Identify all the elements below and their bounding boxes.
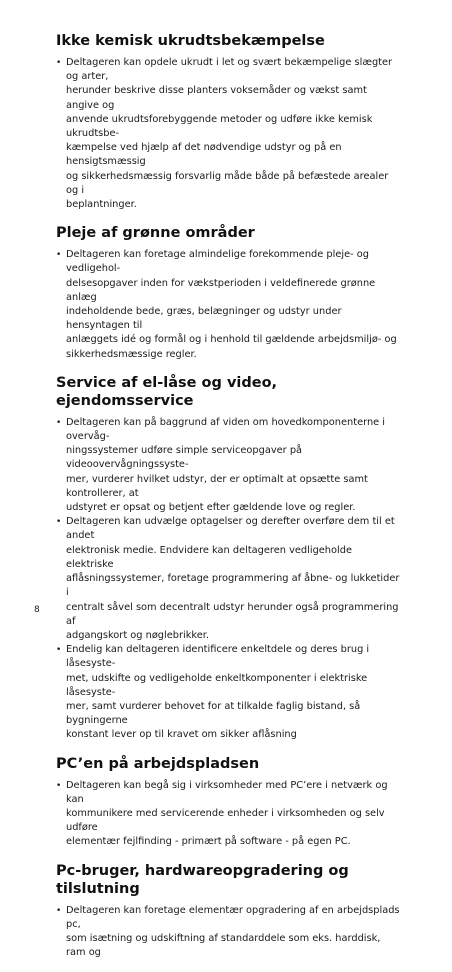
- section-pc-bruger-hardwareopgradering: [56, 862, 400, 961]
- bullet-item: • Deltageren kan foretage elementær opgradering af en arbejdsplads pc, som isætning og udskiftning af standarddele som eks. harddisk, ram og: [56, 904, 400, 961]
- bullet-list: [56, 416, 400, 743]
- section-heading: Ikke kemisk ukrudtsbekæmpelse: [56, 33, 325, 49]
- bullet-item: • Deltageren kan på baggrund af viden om hovedkomponenterne i overvåg- ningssystemer udføre simple serviceopgaver på videoovervågningssyste- mer, vurderer hvilket udstyr, der er optimalt at opsætte samt kontrollerer, at udstyret er opsat og betjent efter gældende love og regler.: [56, 416, 400, 515]
- section-pcen-paa-arbejdspladsen: [56, 755, 400, 850]
- section-heading: PC’en på arbejdspladsen: [56, 755, 260, 772]
- section-heading: Service af el-låse og video, ejendomsservice: [56, 374, 278, 409]
- bullet-list: [56, 779, 400, 850]
- section-heading: Pleje af grønne områder: [56, 225, 255, 242]
- section-pleje-af-groenne-omraader: [56, 224, 400, 362]
- section-ikke-kemisk-ukrudtsbekaempelse: [56, 32, 400, 212]
- bullet-item: • Deltageren kan begå sig i virksomheder med PC’ere i netværk og kan kommunikere med servicerende enheder i virksomheden og selv udføre elementær fejlfinding - primært på software - på egen PC.: [56, 779, 400, 850]
- page-content: [56, 32, 400, 972]
- section-service-af-el-laase-og-video: [56, 374, 400, 743]
- bullet-item: • Deltageren kan foretage almindelige forekommende pleje- og vedligehol- delsesopgaver inden for vækstperioden i veldefinerede grønne anlæg indeholdende bede, græs, belægninger og udstyr under hensyntagen til anlæggets idé og formål og i henhold til gældende arbejdsmiljø- og sikkerhedsmæssige regler.: [56, 248, 400, 362]
- page-number: 8: [34, 605, 40, 615]
- bullet-list: [56, 56, 400, 212]
- bullet-item: • Deltageren kan opdele ukrudt i let og svært bekæmpelige slægter og arter, herunder beskrive disse planters voksemåder og vækst samt angive og anvende ukrudtsforebyggende metoder og udføre ikke kemisk ukrudtsbe- kæmpelse ved hjælp af det nødvendige udstyr og på en hensigtsmæssig og sikkerhedsmæssig forsvarlig måde både på befæstede arealer og i beplantninger.: [56, 56, 400, 212]
- bullet-list: [56, 904, 400, 961]
- section-heading: Pc-bruger, hardwareopgradering og tilslutning: [56, 862, 349, 897]
- bullet-item: • Deltageren kan udvælge optagelser og derefter overføre dem til et andet elektronisk medie. Endvidere kan deltageren vedligeholde elektriske aflåsningssystemer, foretage programmering af åbne- og lukketider i centralt såvel som decentralt udstyr herunder også programmering af adgangskort og nøglebrikker.: [56, 515, 400, 643]
- bullet-list: [56, 248, 400, 362]
- bullet-item: • Endelig kan deltageren identificere enkeltdele og deres brug i låsesyste- met, udskifte og vedligeholde enkeltkomponenter i elektriske låsesyste- mer, samt vurderer behovet for at tilkalde faglig bistand, så bygningerne konstant lever op til kravet om sikker aflåsning: [56, 643, 400, 742]
